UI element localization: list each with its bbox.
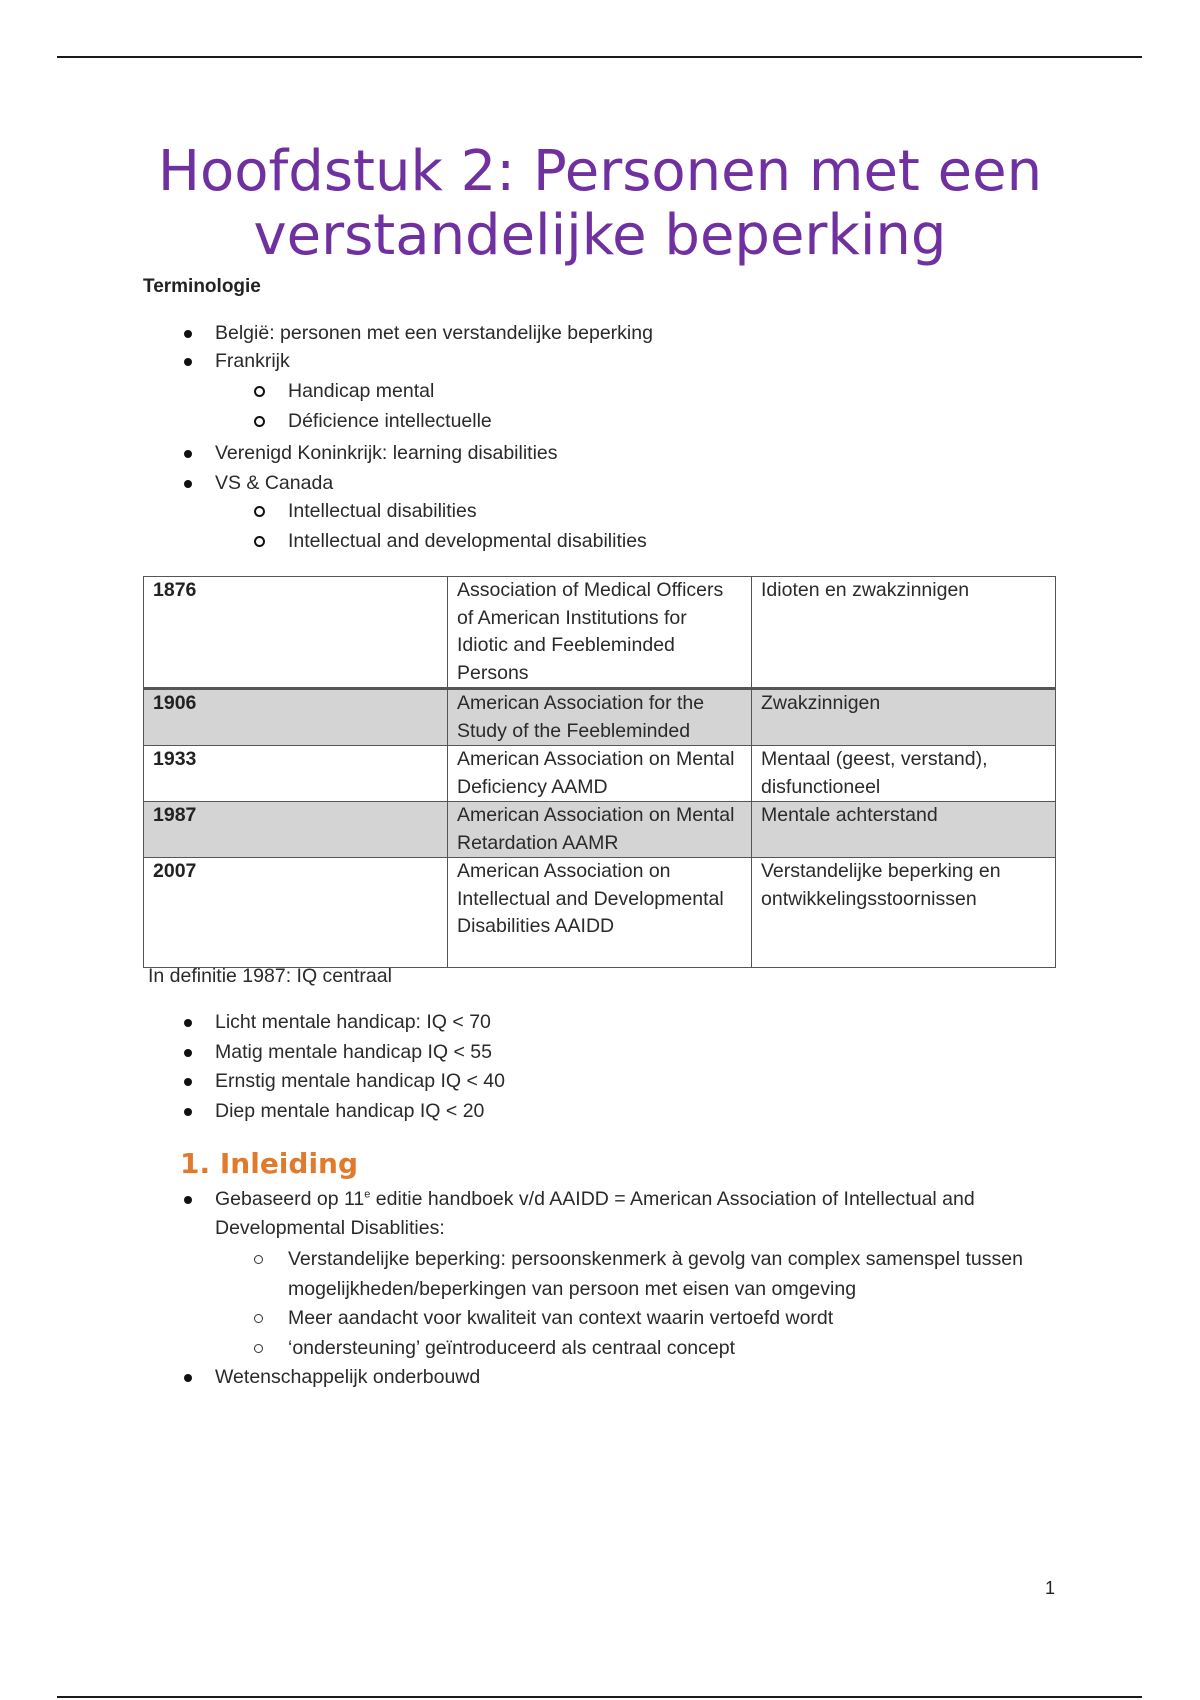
table-row xyxy=(144,577,1056,689)
circle-bullet-icon xyxy=(254,1314,263,1323)
table-cell-term: Idioten en zwakzinnigen xyxy=(752,577,1056,689)
list-item-text: Matig mentale handicap IQ < 55 xyxy=(215,1041,492,1063)
table-cell-year: 1876 xyxy=(144,577,448,689)
definition-note: In definitie 1987: IQ centraal xyxy=(148,965,392,987)
list-item xyxy=(215,1186,975,1213)
list-item xyxy=(288,1246,1023,1273)
history-table xyxy=(143,576,1056,968)
list-item xyxy=(288,528,647,555)
list-item-text: Wetenschappelijk onderbouwd xyxy=(215,1366,481,1388)
header-rule xyxy=(57,56,1142,58)
list-item-continuation xyxy=(288,1276,856,1303)
list-item-text: mogelijkheden/beperkingen van persoon met eisen van omgeving xyxy=(288,1278,857,1300)
list-item xyxy=(215,1039,492,1066)
list-item-text: Handicap mental xyxy=(288,380,435,402)
bullet-icon xyxy=(184,480,192,488)
table-cell-year: 1987 xyxy=(144,802,448,858)
list-item-text: Meer aandacht voor kwaliteit van context waarin vertoefd wordt xyxy=(288,1307,834,1329)
list-item-text: Déficience intellectuelle xyxy=(288,410,492,432)
bullet-icon xyxy=(184,1196,192,1204)
bullet-icon xyxy=(184,358,192,366)
list-item-text: Verstandelijke beperking: persoonskenmerk à gevolg van complex samenspel tussen xyxy=(288,1248,1023,1270)
table-cell-year: 1933 xyxy=(144,746,448,802)
section-heading-inleiding: 1. Inleiding xyxy=(180,1147,359,1180)
list-item-continuation xyxy=(215,1215,445,1242)
list-item-text: Verenigd Koninkrijk: learning disabilities xyxy=(215,442,558,464)
circle-bullet-icon xyxy=(254,1344,263,1353)
list-item xyxy=(215,1068,505,1095)
list-item xyxy=(215,1009,491,1036)
circle-bullet-icon xyxy=(254,386,265,397)
table-cell-term: Mentale achterstand xyxy=(752,802,1056,858)
list-item-text: Developmental Disablities: xyxy=(215,1217,445,1239)
list-item-text: Ernstig mentale handicap IQ < 40 xyxy=(215,1070,505,1092)
list-item-text: Licht mentale handicap: IQ < 70 xyxy=(215,1011,491,1033)
bullet-icon xyxy=(184,330,192,338)
table-cell-term: Mentaal (geest, verstand), disfunctioneel xyxy=(752,746,1056,802)
list-item-text: Diep mentale handicap IQ < 20 xyxy=(215,1100,485,1122)
bullet-icon xyxy=(184,1049,192,1057)
circle-bullet-icon xyxy=(254,1255,263,1264)
circle-bullet-icon xyxy=(254,506,265,517)
circle-bullet-icon xyxy=(254,536,265,547)
table-cell-organisation: American Association for the Study of the Feebleminded xyxy=(448,689,752,746)
list-item xyxy=(288,408,492,435)
list-item xyxy=(288,1335,735,1362)
list-item xyxy=(288,378,434,405)
list-item xyxy=(215,440,558,467)
table-row xyxy=(144,858,1056,968)
list-item xyxy=(215,348,290,375)
table-row xyxy=(144,746,1056,802)
footer-rule xyxy=(57,1696,1142,1698)
list-item xyxy=(215,320,653,347)
table-cell-organisation: American Association on Mental Retardation AAMR xyxy=(448,802,752,858)
list-item-text: ‘ondersteuning’ geïntroduceerd als centraal concept xyxy=(288,1337,735,1359)
table-cell-organisation: Association of Medical Officers of American Institutions for Idiotic and Feebleminded Persons xyxy=(448,577,752,689)
bullet-icon xyxy=(184,1374,192,1382)
table-row xyxy=(144,802,1056,858)
table-cell-year: 2007 xyxy=(144,858,448,968)
bullet-icon xyxy=(184,1108,192,1116)
list-item-text: Gebaseerd op 11e editie handboek v/d AAIDD = American Association of Intellectual and xyxy=(215,1188,975,1210)
table-cell-organisation: American Association on Mental Deficiency AAMD xyxy=(448,746,752,802)
bullet-icon xyxy=(184,450,192,458)
table-cell-term: Zwakzinnigen xyxy=(752,689,1056,746)
table-cell-organisation: American Association on Intellectual and Developmental Disabilities AAIDD xyxy=(448,858,752,968)
list-item xyxy=(288,498,477,525)
list-item-text: België: personen met een verstandelijke beperking xyxy=(215,322,653,344)
list-item-text: VS & Canada xyxy=(215,472,334,494)
bullet-icon xyxy=(184,1078,192,1086)
list-item xyxy=(215,470,333,497)
page-number: 1 xyxy=(1045,1578,1056,1598)
list-item-text: Intellectual and developmental disabilities xyxy=(288,530,647,552)
list-item xyxy=(288,1305,833,1332)
list-item xyxy=(215,1098,484,1125)
terminology-heading: Terminologie xyxy=(143,276,261,297)
page-title: Hoofdstuk 2: Personen met een verstandelijke beperking xyxy=(157,139,1043,268)
circle-bullet-icon xyxy=(254,416,265,427)
list-item-text: Frankrijk xyxy=(215,350,290,372)
bullet-icon xyxy=(184,1019,192,1027)
table-cell-term: Verstandelijke beperking en ontwikkelingsstoornissen xyxy=(752,858,1056,968)
table-cell-year: 1906 xyxy=(144,689,448,746)
table-row xyxy=(144,689,1056,746)
list-item-text: Intellectual disabilities xyxy=(288,500,477,522)
list-item xyxy=(215,1364,480,1391)
